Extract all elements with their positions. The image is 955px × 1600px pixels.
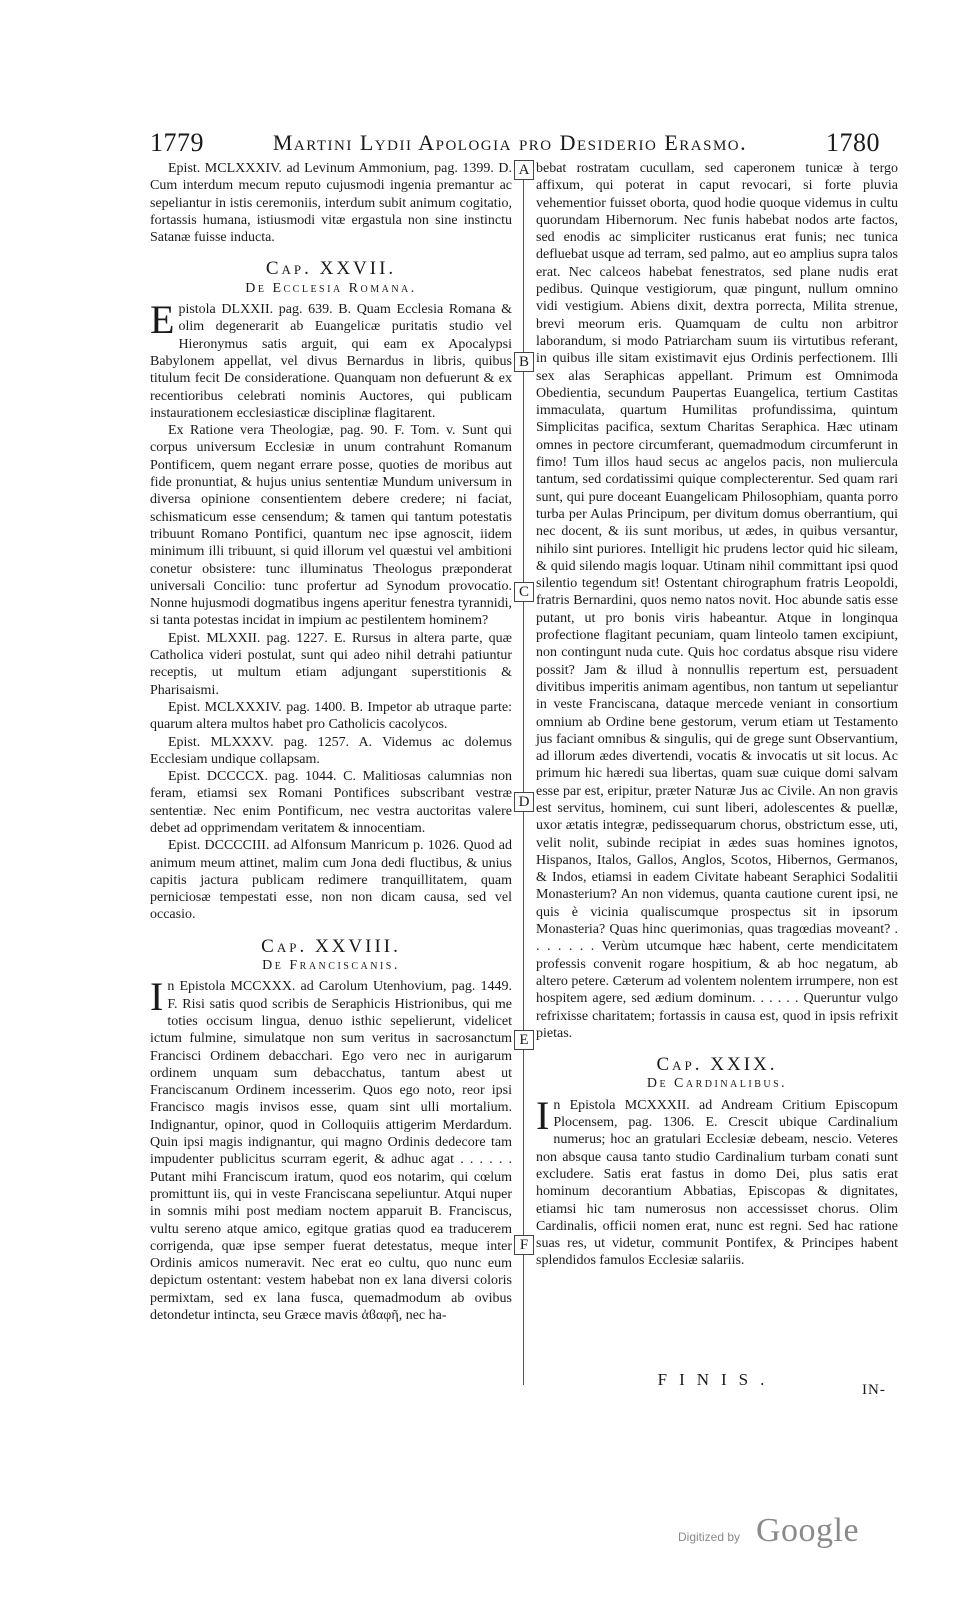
google-logo: Google [756, 1512, 860, 1549]
margin-letter-f: F [514, 1235, 534, 1255]
chapter-heading-28: Cap. XXVIII. [261, 935, 401, 957]
paragraph [150, 974, 512, 1324]
running-header [150, 128, 880, 164]
opening-paragraph: Epist. MCLXXXIV. ad Levinum Ammonium, pag. 1399. D. Cum interdum mecum reputo cujusmodi ingenia premantur ac sepeliantur in istis ceremoniis, interdum subit animum cogitatio, fortassis humana, istiusmodi vitæ ergastula non sine instinctu Satanæ fuisse inducta. [150, 161, 512, 246]
page-number-left: 1779 [150, 128, 204, 157]
margin-letters [514, 160, 534, 1410]
margin-letter-c: C [514, 582, 534, 602]
paragraph: Epist. DCCCCX. pag. 1044. C. Malitiosas calumnias non feram, etiamsi sex Romani Pontifices subscribant vestræ sententiæ. Nec enim Pontificum, nec vestra auctoritas valere debet ad opprimendam veritatem & innocentiam. [150, 769, 512, 836]
digitized-watermark [650, 1508, 890, 1558]
finis-mark: FINIS. [657, 1370, 777, 1389]
right-column [536, 160, 898, 1270]
page-number-right: 1780 [826, 128, 880, 157]
paragraph: Epist. DCCCCIII. ad Alfonsum Manricum p. 1026. Quod ad animum meum attinet, malim cum Jona dedi fluctibus, & unius capitis jactura publicam redimere tranquillitatem, quam perniciosæ tempestati esse, non non dicam causa, sed vel occasio. [150, 838, 512, 923]
margin-letter-a: A [514, 160, 534, 180]
margin-letter-d: D [514, 792, 534, 812]
margin-letter-b: B [514, 352, 534, 372]
drop-cap: I [536, 1092, 550, 1138]
catchword: IN- [862, 1382, 886, 1398]
section-heading-29: De Cardinalibus. [646, 1076, 788, 1092]
paragraph [150, 297, 512, 422]
running-title: Martini Lydii Apologia pro Desiderio Erasmo. [272, 130, 748, 155]
paragraph: bebat rostratam cucullam, sed caperonem tunicæ à tergo affixum, qui poterat in caput revocari, si forte pluvia vehementior fuisset oborta, quod hodie quoque videmus in cultu quorundam Hibernorum. Nec funis habebat nodos arte factos, sed enodis ac simpliciter rusticanus erat funis; nec tunica defluebat usque ad terram, sed palmo, aut eo amplius supra talos erat. Nec calceos habebat fenestratos, sed plane nudis erat pedibus. Quinque vestigiorum, quæ pingunt, nullum omnino vidi vestigium. Abiens dixit, dextra porrecta, Milita strenue, brevi meorum eris. Quamquam de cultu non arbitror laborandum, si modo Patriarcham suum iis virtutibus referant, in quibus ille sitam existimavit ejus Ordinis perfectionem. Illi sex alas Seraphicas appellant. Primum est Omnimoda Obedientia, secundum Paupertas Euangelica, tertium Castitas immaculata, quartum Humilitas profundissima, quintum Simplicitas pacifica, sextum Charitas Seraphica. Hæc utinam omnes in pectore circumferant, quemadmodum circumferunt in fimo! Tum illos haud secus ac angelos pacis, non muliercula tantum, sed cordatissimi quique complecterentur. Sed quam rari sunt, qui pure doceant Euangelicam Philosophiam, quanta porro turba per Aulas Principum, per divitum domus oberrantium, qui nec docent, & iis sunt moribus, ut ædes, in quibus versantur, nihilo sint puriores. Intelligit hic prudens lector quid hic sileam, & quid silendo magis loquar. Utinam nihil committant ipsi quod silentio tegendum sit! Ostentant chirographum fratris Leopoldi, fratris Bernardini, quos nemo natos novit. Hoc abunde satis esse putant, ut pro bonis viris habeantur. Atque in longinqua profectione flagitant pecuniam, quam linteolo tamen excipiunt, non contingunt nuda cute. Quis hoc cordatus absque risu videre possit? Jam & illud à nonnullis repertum est, persuadent divitibus imperitis animam agentibus, non tantum ut sepeliantur in veste Franciscana, dataque mercede veniant in consortium omnium ab Ordine bene gestorum, verum etiam ut Testamento jus faciant omnibus & singulis, qui de grege sunt Observantium, ad illorum ædes divertendi, vocatis & invocatis ut sit locus. Ac primum hic hæredi sua libertas, quam suæ cuique domi salvam esse par est, eripitur, præter Naturæ Jus ac Civile. An non gravis est servitus, hominem, cui sunt liberi, adolescentes & puellæ, uxor ætatis integræ, pedissequarum chorus, obstrictum esse, uti, velit nolit, subinde recipiat in ædes suas homines ignotos, Hispanos, Italos, Gallos, Anglos, Scotos, Hibernos, Germanos, & Indos, etiamsi in eadem Civitate habeant Seraphici Sodalitii Monasterium? An non videmus, quanta cautione curent ipsi, ne quis è vicinia qualiscumque prospectus sit in ipsorum Monasteria? Quas hinc querimonias, quas tragœdias moveant? . . . . . . . Verùm utcumque hæc habent, certe mendicitatem professis convenit rogare hospitium, & ab hoc negatum, ab altero petere. Cæterum ad volentem nolentem irrumpere, non est hospitem agere, sed ædium dominum. . . . . . Queruntur vulgo refrixisse charitatem; fortassis in causa est, quod in ipsis refrixit pietas. [536, 161, 898, 1041]
paragraph: Ex Ratione vera Theologiæ, pag. 90. F. Tom. v. Sunt qui corpus universum Ecclesiæ in unum contrahunt Romanum Pontificem, quem negant errare posse, quoties de moribus aut fide pronuntiat, & hujus unius sententiæ Mundum universum in diversa opinione consentientem debere credere; ni faciat, schismaticum esse censendum; & tamen qui tantum potestatis tribuunt Romano Pontifici, quantum nec ipse agnoscit, iidem minimum illi tribuunt, si quid illorum vel quæstui vel ambitioni conetur obsistere: tunc illuminatus Theologus præponderat universali Concilio: tunc profertur ad Synodum provocatio. Nonne hujusmodi dogmatibus ingens aperitur fenestra tyrannidi, si tanta potestas incidat in impium ac pestilentem hominem? [150, 423, 512, 629]
paragraph [536, 1092, 898, 1270]
paragraph-text: n Epistola MCCXXX. ad Carolum Utenhovium, pag. 1449. F. Risi satis quod scribis de Seraphicis Histrionibus, qui me toties occisum lingua, denuo isthic sepelierunt, videlicet ictum fulmine, simulatque non sum veritus in sacrosanctum Francisci Ordinem debacchari. Ego vero nec in aurigarum ordinem unquam sum debacchatus, tantum abest ut Franciscanum Ordinem incesserim. Quos ego noto, reor ipsi Francisco magis invisos esse, quam sint ulli mortalium. Indignantur, opinor, quod in Colloquiis attigerim Merdardum. Quin ipsi magis indignantur, qui magno Ordinis dedecore tam impudenter publicitus scurram egerit, & adhuc agat . . . . . . Putant mihi Franciscum iratum, quod eos notarim, qui cœlum promittunt iis, qui in veste Franciscana sepeliuntur. Atqui nuper in somnis mihi post mediam noctem apparuit B. Franciscus, vultu sereno atque amico, egitque gratias quod ea traducerem corrigenda, quæ ipse semper fuerat detestatus, meque inter Ordinis amicos numeravit. Nec erat eo cultu, quo nunc eum depictum ostentant: vestem habebat non ex lana diversi coloris permixtam, sed ex lana fusca, quemadmodum ab ovibus detondetur intincta, seu Græce mavis ἀϐαφῆ, nec ha- [150, 979, 512, 1323]
left-column [150, 160, 512, 1324]
drop-cap: I [150, 974, 164, 1020]
paragraph-text: n Epistola MCXXXII. ad Andream Critium Episcopum Plocensem, pag. 1306. E. Crescit ubique Cardinalium numerus; hoc an gratulari Ecclesiæ debeam, nescio. Veteres non absque causa tanto studio Cardinalium turbam conati sunt excludere. Satis erat fastus in domo Dei, plus satis erat hominum decorantium Abbatias, Episcopas & dignitates, etiamsi hic tam numerosus non accessisset chorus. Olim Cardinalis, officii nomen erat, nunc est regni. Sed hac ratione suas res, ut videtur, communit Pontifex, & Principes habent splendidos famulos Ecclesiæ salariis. [536, 1097, 898, 1269]
section-heading-27: De Ecclesia Romana. [245, 280, 417, 296]
chapter-heading-29: Cap. XXIX. [656, 1054, 778, 1076]
paragraph: Epist. MLXXII. pag. 1227. E. Rursus in altera parte, quæ Catholica videri postulat, sunt qui adeo nihil detrahi patiuntur receptis, ut multum etiam adjungant superstitionis & Pharisaismi. [150, 630, 512, 698]
drop-cap: E [150, 297, 175, 343]
section-heading-28: De Franciscanis. [262, 958, 400, 974]
paragraph-text: pistola DLXXII. pag. 639. B. Quam Ecclesia Romana & olim degenerarit ab Euangelicæ puritatis studio vel Hieronymus satis arguit, qui eam ex Apocalypsi Babylonem appellat, vel divus Bernardus in libris, quibus titulum fecit De consideratione. Quanquam non defuerunt & ex recentioribus celebrati nominis Auctores, qui publicam instaurationem ecclesiasticæ disciplinæ flagitarent. [150, 302, 512, 421]
paragraph: Epist. MCLXXXIV. pag. 1400. B. Impetor ab utraque parte: quarum altera multos habet pro Catholicis cacolycos. [150, 699, 512, 733]
chapter-heading-27: Cap. XXVII. [265, 258, 397, 280]
paragraph: Epist. MLXXXV. pag. 1257. A. Videmus ac dolemus Ecclesiam undique collapsam. [150, 734, 512, 767]
margin-letter-e: E [514, 1030, 534, 1050]
watermark-prefix: Digitized by [678, 1530, 741, 1544]
